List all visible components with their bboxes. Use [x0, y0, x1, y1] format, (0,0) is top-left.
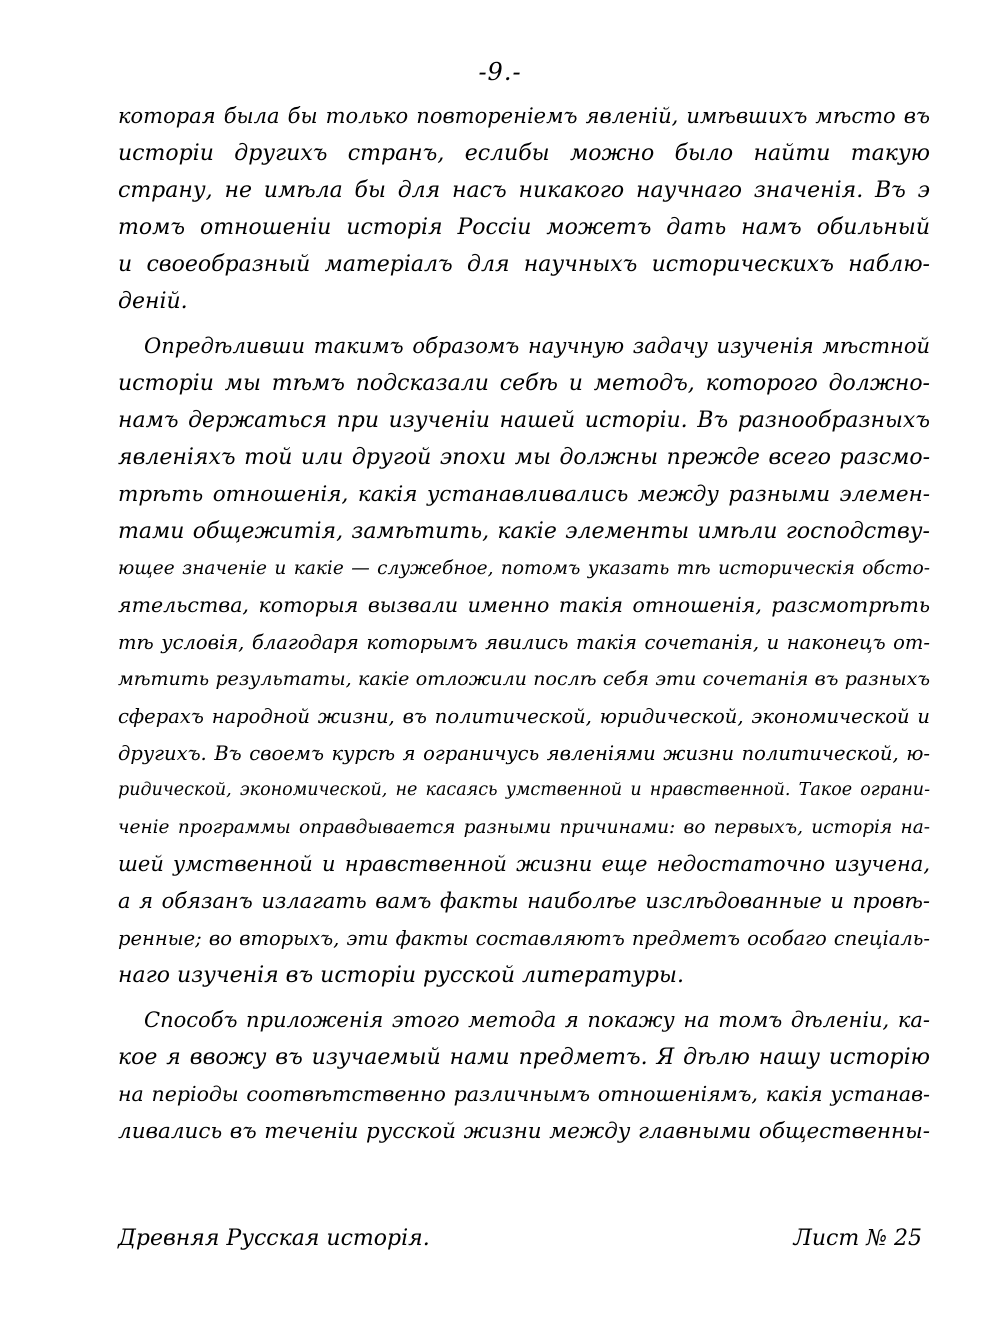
text-line: трѣть отношенія, какія устанавливались между разными элемен-	[118, 482, 930, 507]
text-line: ющее значеніе и какіе — служебное, потомъ указать тѣ историческія обсто-	[118, 558, 930, 579]
text-line: намъ держаться при изученіи нашей исторіи. Въ разнообразныхъ	[118, 408, 930, 433]
footer-title: Древняя Русская исторія.	[118, 1226, 430, 1251]
text-line: исторіи мы тѣмъ подсказали себѣ и методъ, которого должно-	[118, 371, 930, 396]
text-line: ренные; во вторыхъ, эти факты составляютъ предметъ особаго спеціаль-	[118, 927, 930, 950]
footer-sheet-number: Лист № 25	[793, 1226, 922, 1251]
text-line: а я обязанъ излагать вамъ факты наиболѣе изслѣдованные и провѣ-	[118, 889, 930, 913]
text-line: мѣтить результаты, какіе отложили послѣ себя эти сочетанія въ разныхъ	[118, 668, 930, 690]
text-line: кое я ввожу въ изучаемый нами предметъ. Я дѣлю нашу исторію	[118, 1045, 930, 1070]
text-line: на періоды соотвѣтственно различнымъ отношеніямъ, какія устанав-	[118, 1082, 930, 1106]
text-line: явленіяхъ той или другой эпохи мы должны прежде всего разсмо-	[118, 445, 930, 470]
text-line: сферахъ народной жизни, въ политической, юридической, экономической и	[118, 705, 930, 728]
page-number: -9.-	[478, 58, 522, 86]
text-line: Опредѣливши такимъ образомъ научную задачу изученія мѣстной	[144, 334, 930, 358]
text-line: ридической, экономической, не касаясь умственной и нравственной. Такое ограни-	[118, 780, 930, 800]
text-line: Способъ приложенія этого метода я покажу на томъ дѣленіи, ка-	[144, 1008, 930, 1032]
text-line: наго изученія въ исторіи русской литературы.	[118, 963, 684, 988]
paragraph-2	[118, 328, 930, 994]
text-line: которая была бы только повтореніемъ явленій, имѣвшихъ мѣсто въ	[118, 104, 930, 128]
text-line: ливались въ теченіи русской жизни между главными общественны-	[118, 1119, 930, 1144]
text-line: страну, не имѣла бы для насъ никакого научнаго значенія. Въ э	[118, 178, 930, 203]
text-line: шей умственной и нравственной жизни еще недостаточно изучена,	[118, 852, 930, 876]
manuscript-text	[118, 98, 930, 1150]
text-line: томъ отношеніи исторія Россіи можетъ дать намъ обильный	[118, 215, 930, 240]
text-line: ченіе программы оправдывается разными причинами: во первыхъ, исторія на-	[118, 817, 930, 838]
text-line: и своеобразный матеріалъ для научныхъ историческихъ наблю-	[118, 252, 930, 277]
text-line: другихъ. Въ своемъ курсѣ я ограничусь явленіями жизни политической, ю-	[118, 742, 930, 765]
text-line: тами общежитія, замѣтить, какіе элементы имѣли господству-	[118, 519, 930, 544]
paragraph-1	[118, 98, 930, 320]
text-line: исторіи другихъ странъ, еслибы можно было найти такую	[118, 141, 930, 166]
text-line: тѣ условія, благодаря которымъ явились такія сочетанія, и наконецъ от-	[118, 631, 930, 654]
text-line: деній.	[118, 289, 188, 314]
paragraph-3	[118, 1002, 930, 1150]
text-line: ятельства, которыя вызвали именно такія отношенія, разсмотрѣть	[118, 593, 930, 617]
